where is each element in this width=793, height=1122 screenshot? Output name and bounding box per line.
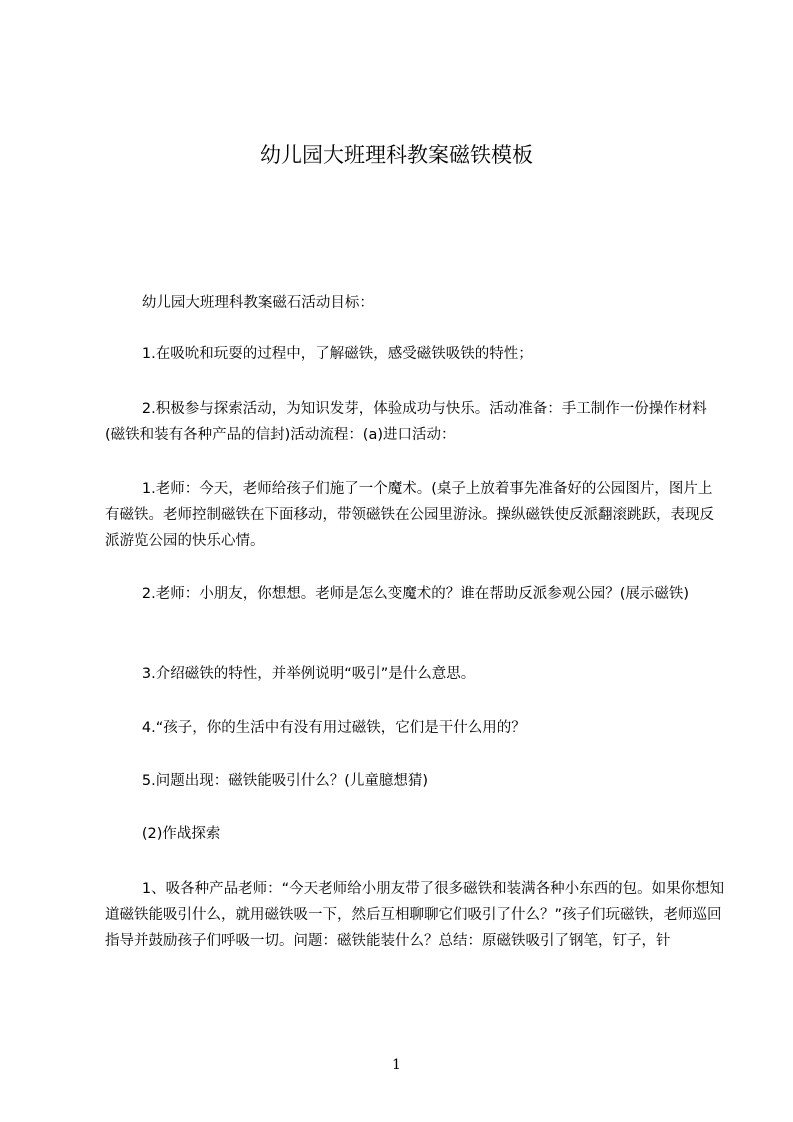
paragraph-item-3: 3.介绍磁铁的特性，并举例说明“吸引”是什么意思。 <box>105 666 476 682</box>
paragraph-objectives: 幼儿园大班理科教案磁石活动目标： <box>105 295 374 311</box>
paragraph-item-2: 2.积极参与探索活动，为知识发芽，体验成功与快乐。活动准备：手工制作一份操作材料(磁铁和装有各种产品的信封)活动流程：(a)进口活动： <box>105 401 707 443</box>
paragraph-teacher-2: 2.老师：小朋友，你想想。老师是怎么变魔术的？谁在帮助反派参观公园？(展示磁铁) <box>105 586 690 602</box>
document-title: 幼儿园大班理科教案磁铁模板 <box>260 143 533 167</box>
paragraph-explore-1: 1、吸各种产品老师：“今天老师给小朋友带了很多磁铁和装满各种小东西的包。如果你想知道磁铁能吸引什么，就用磁铁吸一下，然后互相聊聊它们吸引了什么？”孩子们玩磁铁，老师巡回指导并鼓励孩子们呼吸一切。问题：磁铁能装什么？总结：原磁铁吸引了钢笔，钉子，针 <box>105 881 725 949</box>
paragraph-item-1: 1.在吸吮和玩耍的过程中，了解磁铁，感受磁铁吸铁的特性； <box>105 346 533 362</box>
paragraph-teacher-1: 1.老师：今天，老师给孩子们施了一个魔术。(桌子上放着事先准备好的公园图片，图片上有磁铁。老师控制磁铁在下面移动，带领磁铁在公园里游泳。操纵磁铁使反派翻滚跳跃，表现反派游览公园的快乐心情。 <box>105 481 714 549</box>
paragraph-item-5: 5.问题出现：磁铁能吸引什么？(儿童臆想猜) <box>105 773 429 789</box>
paragraph-section-2: (2)作战探索 <box>105 826 221 842</box>
page-number: 1 <box>392 1057 401 1073</box>
paragraph-item-4: 4.“孩子，你的生活中有没有用过磁铁，它们是干什么用的？ <box>105 720 526 736</box>
